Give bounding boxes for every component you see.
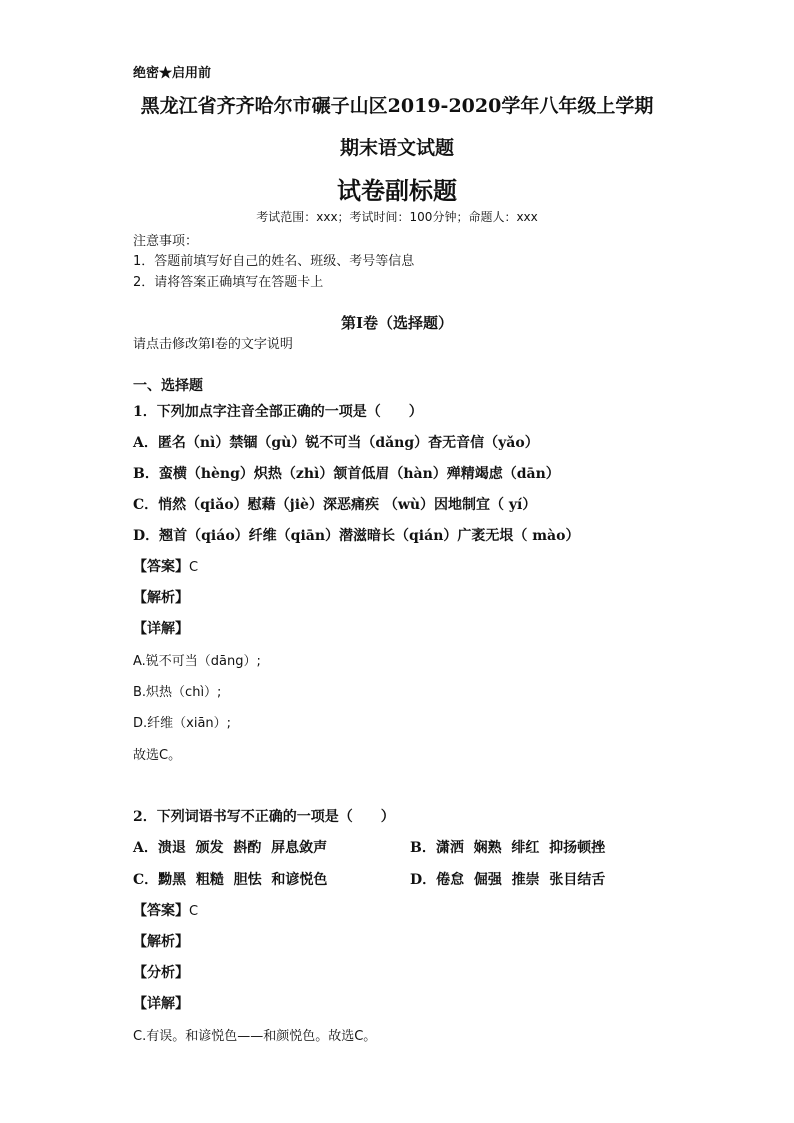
answer-label: 【答案】	[133, 903, 189, 919]
question-2-option-d: D．倦怠 倔强 推崇 张目结舌	[410, 872, 606, 888]
question-1-option-d: D．翘首（qiáo）纤维（qiān）潜滋暗长（qián）广袤无垠（ mào）	[133, 528, 580, 544]
exam-title-line2: 期末语文试题	[339, 137, 454, 159]
question-1-option-c: C．悄然（qiǎo）慰藉（jiè）深恶痛疾 （wù）因地制宜（ yí）	[133, 497, 537, 513]
question-1-conclusion: 故选C。	[133, 748, 182, 763]
answer-label: 【答案】	[133, 559, 189, 575]
question-2-answer	[133, 900, 198, 920]
question-2-stem: 2．下列词语书写不正确的一项是（ ）	[133, 809, 395, 825]
question-1-detail: D.纤维（xiān）;	[133, 716, 232, 731]
exam-title-line1: 黑龙江省齐齐哈尔市碾子山区2019-2020学年八年级上学期	[140, 95, 654, 117]
exam-subtitle: 试卷副标题	[337, 176, 457, 205]
question-2-option-b: B．潇洒 娴熟 绯红 抑扬顿挫	[410, 840, 606, 856]
question-1-analysis-label: 【解析】	[133, 590, 189, 606]
volume-description: 请点击修改第I卷的文字说明	[133, 337, 293, 352]
question-2-review-label: 【分析】	[133, 965, 189, 981]
answer-value: C	[189, 560, 199, 575]
exam-info: 考试范围：xxx；考试时间：100分钟；命题人：xxx	[256, 210, 538, 224]
question-1-detail-label: 【详解】	[133, 621, 189, 637]
volume-title: 第I卷（选择题）	[340, 314, 454, 332]
notice-item: 1．答题前填写好自己的姓名、班级、考号等信息	[133, 254, 415, 269]
secret-label: 绝密★启用前	[133, 66, 212, 81]
question-1-stem: 1．下列加点字注音全部正确的一项是（ ）	[133, 404, 423, 420]
question-1-detail: B.炽热（chì）;	[133, 685, 222, 700]
answer-value: C	[189, 904, 199, 919]
question-2-detail: C.有误。和谚悦色——和颜悦色。故选C。	[133, 1029, 377, 1044]
question-2-option-c: C．黝黑 粗糙 胆怯 和谚悦色	[133, 872, 328, 888]
question-1-option-b: B．蛮横（hèng）炽热（zhì）颔首低眉（hàn）殚精竭虑（dān）	[133, 466, 560, 482]
section-title: 一、选择题	[133, 378, 203, 394]
notice-heading: 注意事项：	[133, 234, 199, 249]
notice-item: 2．请将答案正确填写在答题卡上	[133, 275, 324, 290]
question-1-detail: A.锐不可当（dāng）;	[133, 654, 261, 669]
question-1-answer	[133, 556, 198, 576]
question-1-option-a: A．匿名（nì）禁锢（gù）锐不可当（dǎng）杳无音信（yǎo）	[133, 435, 539, 451]
question-2-option-a: A．溃退 颁发 斟酌 屏息敛声	[133, 840, 328, 856]
question-2-analysis-label: 【解析】	[133, 934, 189, 950]
question-2-detail-label: 【详解】	[133, 996, 189, 1012]
